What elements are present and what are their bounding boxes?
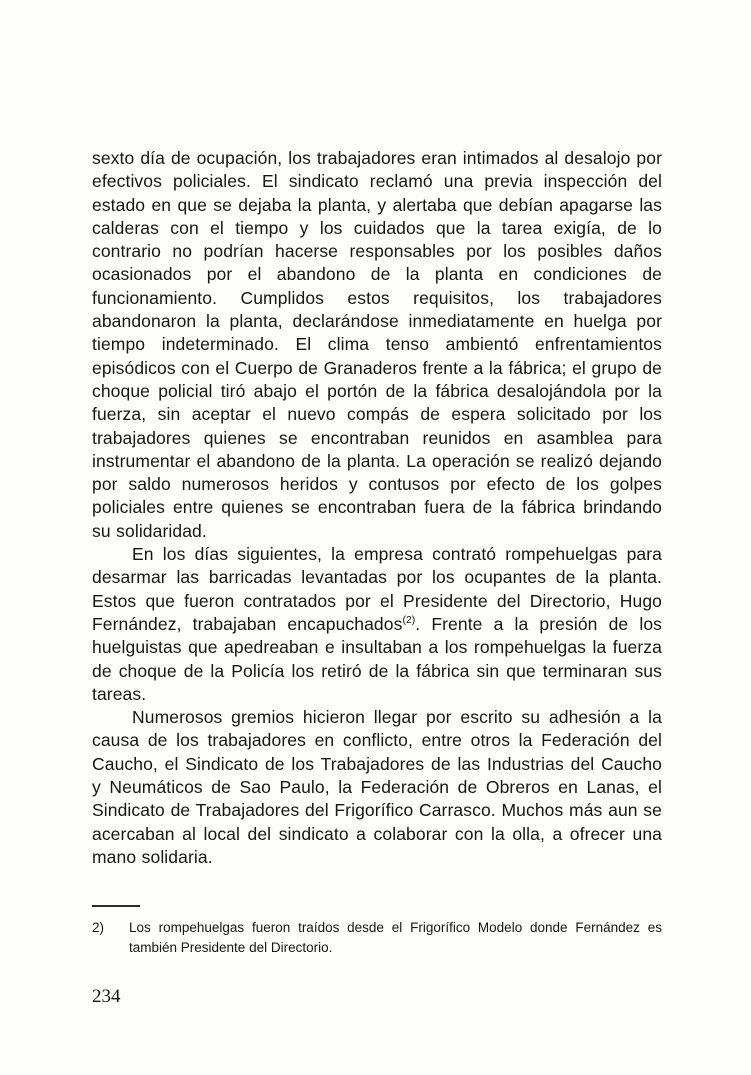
footnote-area	[92, 905, 662, 957]
paragraph-2-continuation: . Frente a la presión de los huelguistas que apedreaban e insultaban a los rompehuelgas la fuerza de choque de la Policía los retiró de la fábrica sin que terminaran sus tareas.	[92, 613, 663, 704]
footnote-reference: (2)	[402, 614, 416, 627]
body-paragraph-3: Numerosos gremios hicieron llegar por escrito su adhesión a la causa de los trabajadores en conflicto, entre otros la Federación del Caucho, el Sindicato de los Trabajadores de las Industrias del Caucho y Neumáticos de Sao Paulo, la Federación de Obreros en Lanas, el Sindicato de Trabajadores del Frigorífico Carrasco. Muchos más aun se acercaban al local del sindicato a colaborar con la olla, a ofrecer una mano solidaria.	[92, 707, 662, 867]
paragraph-2-text: En los días siguientes, la empresa contrató rompehuelgas para desarmar las barricadas levantadas por los ocupantes de la planta. Estos que fueron contratados por el Presidente del Directorio, Hugo Fernández, trabajaban encapuchados	[92, 544, 662, 634]
footnote-marker: 2)	[92, 920, 105, 935]
footnote-separator	[92, 905, 140, 907]
footnote	[92, 918, 662, 957]
body-paragraph-2	[92, 543, 662, 706]
body-paragraph-1: sexto día de ocupación, los trabajadores eran intimados al desalojo por efectivos policiales. El sindicato reclamó una previa inspección del estado en que se dejaba la planta, y alertaba que debían apagarse las calderas con el tiempo y los cuidados que la tarea exigía, de lo contrario no podrían hacerse responsables por los posibles daños ocasionados por el abandono de la planta en condiciones de funcionamiento. Cumplidos estos requisitos, los trabajadores abandonaron la planta, declarándose inmediatamente en huelga por tiempo indeterminado. El clima tenso ambientó enfrentamientos episódicos con el Cuerpo de Granaderos frente a la fábrica; el grupo de choque policial tiró abajo el portón de la fábrica desalojándola por la fuerza, sin aceptar el nuevo compás de espera solicitado por los trabajadores quienes se encontraban reunidos en asamblea para instrumentar el abandono de la planta. La operación se realizó dejando por saldo numerosos heridos y contusos por efecto de los golpes policiales entre quienes se encontraban fuera de la fábrica brindando su solidaridad.	[92, 148, 662, 541]
page-number: 234	[92, 986, 121, 1007]
text-block	[92, 147, 662, 869]
footnote-text: Los rompehuelgas fueron traídos desde el Frigorífico Modelo donde Fernández es también Presidente del Directorio.	[129, 920, 662, 955]
